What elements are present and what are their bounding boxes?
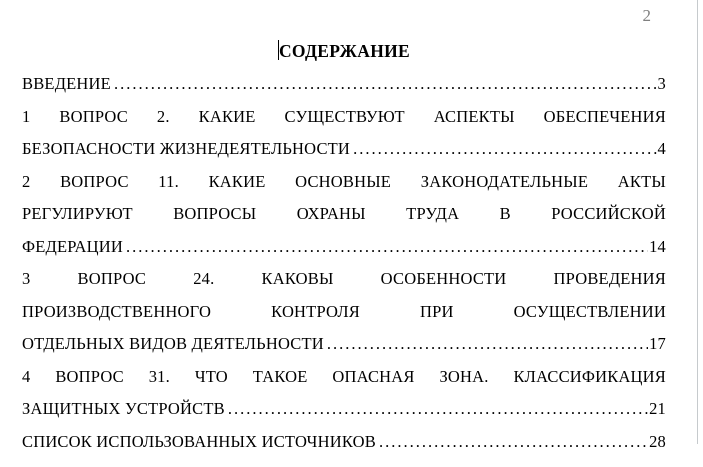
toc-entry-q11-line-3[interactable] [22, 231, 666, 264]
toc-entry-sources[interactable] [22, 426, 666, 459]
dot-leader [353, 133, 656, 166]
toc-entry-q31-line-2[interactable] [22, 393, 666, 426]
toc-entry-text: ОТДЕЛЬНЫХ ВИДОВ ДЕЯТЕЛЬНОСТИ [22, 334, 324, 353]
dot-leader [327, 328, 648, 361]
toc-entry-q31-line-1[interactable]: 4 ВОПРОС 31. ЧТО ТАКОЕ ОПАСНАЯ ЗОНА. КЛАССИФИКАЦИЯ [22, 366, 666, 386]
toc-entry-page: 17 [649, 334, 666, 353]
toc-entry-text: БЕЗОПАСНОСТИ ЖИЗНЕДЕЯТЕЛЬНОСТИ [22, 139, 351, 158]
toc-entry-page: 4 [657, 139, 666, 158]
toc-entry-page: 14 [649, 236, 666, 256]
toc-entry-page: 21 [649, 399, 666, 418]
toc-entry-q2-line-1[interactable]: 1 ВОПРОС 2. КАКИЕ СУЩЕСТВУЮТ АСПЕКТЫ ОБЕСПЕЧЕНИЯ [22, 106, 666, 126]
toc-entry-page: 3 [657, 74, 666, 93]
dot-leader [126, 231, 648, 264]
toc-entry-introduction[interactable] [22, 68, 666, 101]
dot-leader [379, 426, 648, 459]
toc-entry-q24-line-3[interactable] [22, 328, 666, 361]
page-number: 2 [642, 6, 651, 25]
toc-entry-q11-line-1[interactable]: 2 ВОПРОС 11. КАКИЕ ОСНОВНЫЕ ЗАКОНОДАТЕЛЬНЫЕ АКТЫ [22, 171, 666, 191]
dot-leader [114, 68, 657, 101]
toc-entry-text: ЗАЩИТНЫХ УСТРОЙСТВ [22, 399, 225, 418]
toc-entry-q24-line-1[interactable]: 3 ВОПРОС 24. КАКОВЫ ОСОБЕННОСТИ ПРОВЕДЕНИЯ [22, 269, 666, 288]
table-of-contents [22, 34, 666, 458]
toc-title-line [22, 34, 666, 68]
toc-entry-page: 28 [649, 431, 666, 451]
page-edge-divider [697, 0, 698, 444]
toc-entry-text: СПИСОК ИСПОЛЬЗОВАННЫХ ИСТОЧНИКОВ [22, 431, 376, 451]
toc-entry-text: ФЕДЕРАЦИИ [22, 236, 123, 256]
toc-entry-q2-line-2[interactable] [22, 133, 666, 166]
toc-title: СОДЕРЖАНИЕ [278, 41, 410, 61]
dot-leader [228, 393, 648, 426]
toc-entry-q24-line-2[interactable]: ПРОИЗВОДСТВЕННОГО КОНТРОЛЯ ПРИ ОСУЩЕСТВЛЕНИИ [22, 301, 666, 321]
toc-entry-q11-line-2[interactable]: РЕГУЛИРУЮТ ВОПРОСЫ ОХРАНЫ ТРУДА В РОССИЙСКОЙ [22, 204, 666, 223]
toc-entry-text: ВВЕДЕНИЕ [22, 74, 111, 93]
